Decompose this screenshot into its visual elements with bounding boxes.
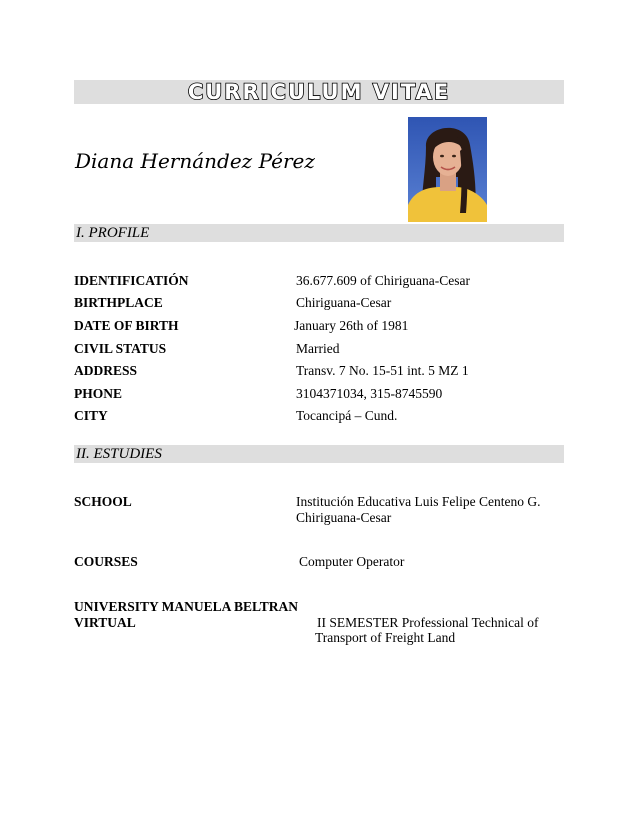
- studies-row-courses: [0, 554, 638, 574]
- profile-row-address: [0, 363, 638, 383]
- profile-row-identification: [0, 273, 638, 293]
- field-value-line2: Transport of Freight Land: [315, 630, 456, 645]
- field-label: BIRTHPLACE: [74, 295, 163, 310]
- studies-section-header: [74, 445, 564, 463]
- field-value: Married: [296, 341, 340, 356]
- profile-row-civil-status: [0, 341, 638, 361]
- studies-row-school: [0, 494, 638, 534]
- field-label-line2: VIRTUAL: [74, 615, 136, 630]
- profile-photo: [408, 117, 487, 222]
- field-label: COURSES: [74, 554, 138, 569]
- field-label: UNIVERSITY MANUELA BELTRAN: [74, 599, 299, 614]
- field-value: Transv. 7 No. 15-51 int. 5 MZ 1: [296, 363, 469, 378]
- title-bar: [74, 80, 564, 104]
- field-value: Chiriguana-Cesar: [296, 295, 392, 310]
- profile-row-city: [0, 408, 638, 428]
- field-value: II SEMESTER Professional Technical of: [317, 615, 539, 630]
- field-label: CIVIL STATUS: [74, 341, 167, 356]
- field-value: 36.677.609 of Chiriguana-Cesar: [296, 273, 470, 288]
- field-value: Institución Educativa Luis Felipe Centeno G.: [296, 494, 541, 509]
- studies-heading: II. ESTUDIES: [76, 446, 162, 462]
- portrait-image: [408, 117, 487, 222]
- profile-row-phone: [0, 386, 638, 406]
- field-label: SCHOOL: [74, 494, 132, 509]
- profile-heading: I. PROFILE: [76, 225, 150, 241]
- field-value: Computer Operator: [299, 554, 405, 569]
- studies-row-university: [0, 599, 638, 647]
- field-label: IDENTIFICATIÓN: [74, 273, 189, 288]
- field-label: CITY: [74, 408, 108, 423]
- profile-section-header: [74, 224, 564, 242]
- field-label: DATE OF BIRTH: [74, 318, 179, 333]
- field-value: Tocancipá – Cund.: [296, 408, 398, 423]
- profile-row-birthplace: [0, 295, 638, 315]
- full-name: Diana Hernández Pérez: [75, 149, 315, 173]
- field-label: ADDRESS: [74, 363, 138, 378]
- field-label: PHONE: [74, 386, 123, 401]
- field-value: 3104371034, 315-8745590: [296, 386, 443, 401]
- field-value: January 26th of 1981: [294, 318, 409, 333]
- profile-row-date-of-birth: [0, 318, 638, 338]
- document-title: CURRICULUM VITAE: [187, 80, 451, 104]
- field-value-line2: Chiriguana-Cesar: [296, 510, 392, 525]
